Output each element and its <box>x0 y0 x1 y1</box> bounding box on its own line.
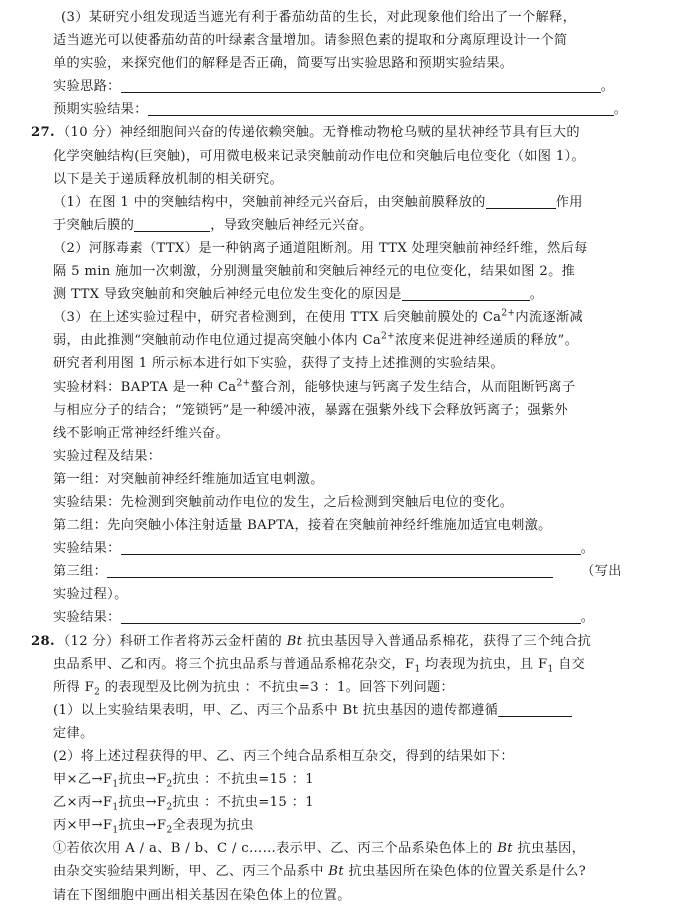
q27-p1-line2 <box>31 214 657 237</box>
q27-p2-line1: （2）河豚毒素（TTX）是一种钠离子通道阻断剂。用 TTX 处理突触前神经纤维，然后每 <box>53 240 588 256</box>
q28-q1-line2 <box>31 860 657 883</box>
subscript: 1 <box>547 664 554 675</box>
material-text-b: 螯合剂，能够快速与钙离子发生结合，从而阻断钙离子 <box>250 379 576 395</box>
q27-p1-blank1[interactable] <box>486 193 556 209</box>
q27-p2-line2: 隔 5 min 施加一次刺激，分别测量突触前和突触后神经元的电位变化，结果如图 2。推 <box>53 264 576 280</box>
group3-result-blank[interactable] <box>121 608 581 624</box>
q26-3-line1: (3）某研究小组发现适当遮光有利于番茄幼苗的生长，对此现象他们给出了一个解释， <box>61 10 577 25</box>
q27-procedure-label: 实验过程及结果： <box>53 448 162 464</box>
q27-p3-text-a: （3）在上述实验过程中，研究者检测到，在使用 TTX 后突触前膜处的 Ca <box>53 310 502 326</box>
cross-result: 抗虫 ：不抗虫=15 ：1 <box>172 795 314 811</box>
q27-group1-result: 实验结果：先检测到突触前动作电位的发生，之后检测到突触后电位的变化。 <box>53 494 514 510</box>
result-label: 实验结果： <box>53 541 121 557</box>
q27-line2: 化学突触结构(巨突触)，可用微电极来记录突触前动作电位和突触后电位变化（如图 1）。 <box>53 148 586 164</box>
q27-group2: 第二组：先向突触小体注射适量 BAPTA，接着在突触前神经纤维施加适宜电刺激。 <box>53 518 552 534</box>
q28-l2-text-c: 自交 <box>553 656 586 672</box>
q27-p1-text-d: ，导致突触后神经元兴奋。 <box>210 217 373 233</box>
q28-cross3 <box>31 814 657 837</box>
q26-3-line3: 单的实验，来探究他们的解释是否正确，简要写出实验思路和预期实验结果。 <box>53 56 514 72</box>
q27-material-line1 <box>31 376 657 399</box>
idea-answer-blank[interactable] <box>121 77 601 93</box>
q28-q2-text-b: 抗虫基因所在染色体的位置关系是什么? <box>344 864 587 880</box>
material-text-a: 实验材料：BAPTA 是一种 Ca <box>53 379 237 395</box>
q28-l3-text: 所得 F <box>53 679 95 695</box>
q27-number: 27. <box>31 125 55 141</box>
q28-l2-text: 虫品系甲、乙和丙。将三个抗虫品系与普通品系棉花杂交，F <box>53 656 415 672</box>
subscript: 2 <box>94 687 101 698</box>
q28-p1-text: (1）以上实验结果表明，甲、乙、丙三个品系中 Bt 抗虫基因的遗传都遵循 <box>53 702 499 718</box>
subscript: 1 <box>112 802 119 813</box>
period: 。 <box>613 102 628 118</box>
q27-p3-text-b2: 浓度来促进神经递质的释放”。 <box>395 333 579 349</box>
q27-group1: 第一组：对突触前神经纤维施加适宜电刺激。 <box>53 471 324 487</box>
q27-p1-blank2[interactable] <box>134 216 210 232</box>
q28-q1-text: ①若依次用 A / a、B / b、C / c……表示甲、乙、丙三个品系染色体上的 <box>53 841 498 857</box>
q27-p1-text-c: 于突触后膜的 <box>53 217 135 233</box>
period: 。 <box>580 610 595 626</box>
q28-p1-line1 <box>31 699 657 722</box>
subscript: 1 <box>112 825 119 836</box>
q27-head <box>31 121 657 144</box>
result-answer-blank[interactable] <box>148 100 614 116</box>
q27-p1-text-b: 作用 <box>555 194 583 210</box>
subscript: 2 <box>166 825 173 836</box>
cross-text-b: 抗虫→F <box>118 795 167 811</box>
q27-group3 <box>31 560 657 583</box>
q28-p2: (2）将上述过程获得的甲、乙、丙三个纯合品系相互杂交，得到的结果如下： <box>53 749 514 764</box>
q28-l2-text-b: 均表现为抗虫，且 F <box>420 656 548 672</box>
cross-result: 全表现为抗虫 <box>172 818 254 834</box>
group2-result-blank[interactable] <box>121 539 581 555</box>
q27-p2-blank[interactable] <box>402 285 530 301</box>
cross-result: 抗虫 ：不抗虫=15 ：1 <box>172 772 314 788</box>
group3-note: （写出 <box>581 564 622 580</box>
q26-3-line2: 适当遮光可以使番茄幼苗的叶绿素含量增加。请参照色素的提取和分离原理设计一个简 <box>53 33 568 49</box>
subscript: 1 <box>112 779 119 790</box>
bt-gene: Bt <box>497 841 513 857</box>
q27-material-line2: 与相应分子的结合；“笼锁钙”是一种缓冲液，暴露在强紫外线下会释放钙离子；强紫外 <box>53 402 569 418</box>
q27-group3-note2: 实验过程）。 <box>53 587 128 603</box>
q27-p2-text-c: 测 TTX 导致突触前和突触后神经元电位发生变化的原因是 <box>53 287 402 303</box>
q28-head-text2: 抗虫基因导入普通品系棉花，获得了三个纯合抗 <box>302 633 592 649</box>
subscript: 2 <box>166 779 173 790</box>
q27-p3-text-b: 弱，由此推测“突触前动作电位通过提高突触小体内 Ca <box>53 333 382 349</box>
idea-label: 实验思路： <box>53 79 121 95</box>
q27-material-line3: 线不影响正常神经纤维兴奋。 <box>53 425 229 441</box>
cross-text-b: 抗虫→F <box>118 772 167 788</box>
q28-l3-text-b: 的表现型及比例为抗虫 ：不抗虫=3 ：1。回答下列问题： <box>100 679 455 695</box>
q28-number: 28. <box>31 633 55 649</box>
q27-group2-result <box>31 537 657 560</box>
q27-p3-line3: 研究者利用图 1 所示标本进行如下实验，获得了支持上述推测的实验结果。 <box>53 356 505 372</box>
q28-cross1 <box>31 768 657 791</box>
cross-text-b: 抗虫→F <box>118 818 167 834</box>
q26-3-result <box>31 98 657 121</box>
q28-cross2 <box>31 791 657 814</box>
q27-p1-line1 <box>31 191 657 214</box>
cross-text: 甲×乙→F <box>53 772 113 788</box>
q28-line2 <box>31 653 657 676</box>
ion-charge: 2+ <box>236 378 251 389</box>
q27-p1-text: （1）在图 1 中的突触结构中，突触前神经元兴奋后，由突触前膜释放的 <box>53 194 486 210</box>
q26-3-idea <box>31 75 657 98</box>
q27-p2-line3 <box>31 283 657 306</box>
subscript: 1 <box>414 664 421 675</box>
q28-q1-line3: 请在下图细胞中画出相关基因在染色体上的位置。 <box>53 887 351 903</box>
bt-gene: Bt <box>286 633 303 649</box>
q27-p3-text-a2: 内流逐渐减 <box>515 310 583 326</box>
result-label: 预期实验结果： <box>53 102 148 118</box>
ion-charge: 2+ <box>501 308 516 319</box>
q28-p1-blank[interactable] <box>498 701 572 717</box>
q28-q2-text: 由杂交实验结果判断，甲、乙、丙三个品系中 <box>53 864 329 880</box>
subscript: 2 <box>166 802 173 813</box>
bt-gene: Bt <box>328 864 344 880</box>
q27-p3-line1 <box>31 306 657 329</box>
q28-line3 <box>31 676 657 699</box>
period: 。 <box>600 79 615 95</box>
q27-group3-result <box>31 606 657 629</box>
result-label: 实验结果： <box>53 610 121 626</box>
period: 。 <box>529 287 544 303</box>
q27-p3-line2 <box>31 329 657 352</box>
q28-head <box>31 630 657 653</box>
q27-head-text: （10 分）神经细胞间兴奋的传递依赖突触。无脊椎动物枪乌贼的星状神经节具有巨大的 <box>57 125 580 141</box>
period: 。 <box>580 541 595 557</box>
q27-line3: 以下是关于递质释放机制的相关研究。 <box>53 171 284 187</box>
cross-text: 丙×甲→F <box>53 818 113 834</box>
q28-p1-line2: 定律。 <box>53 725 94 741</box>
ion-charge: 2+ <box>381 331 396 342</box>
group3-label: 第三组： <box>53 564 108 580</box>
q28-q1-text-b: 抗虫基因， <box>512 841 586 857</box>
group3-blank[interactable] <box>107 562 553 578</box>
q28-q1-line1 <box>31 837 657 860</box>
q28-head-text: （12 分）科研工作者将苏云金杆菌的 <box>57 633 287 649</box>
cross-text: 乙×丙→F <box>53 795 113 811</box>
